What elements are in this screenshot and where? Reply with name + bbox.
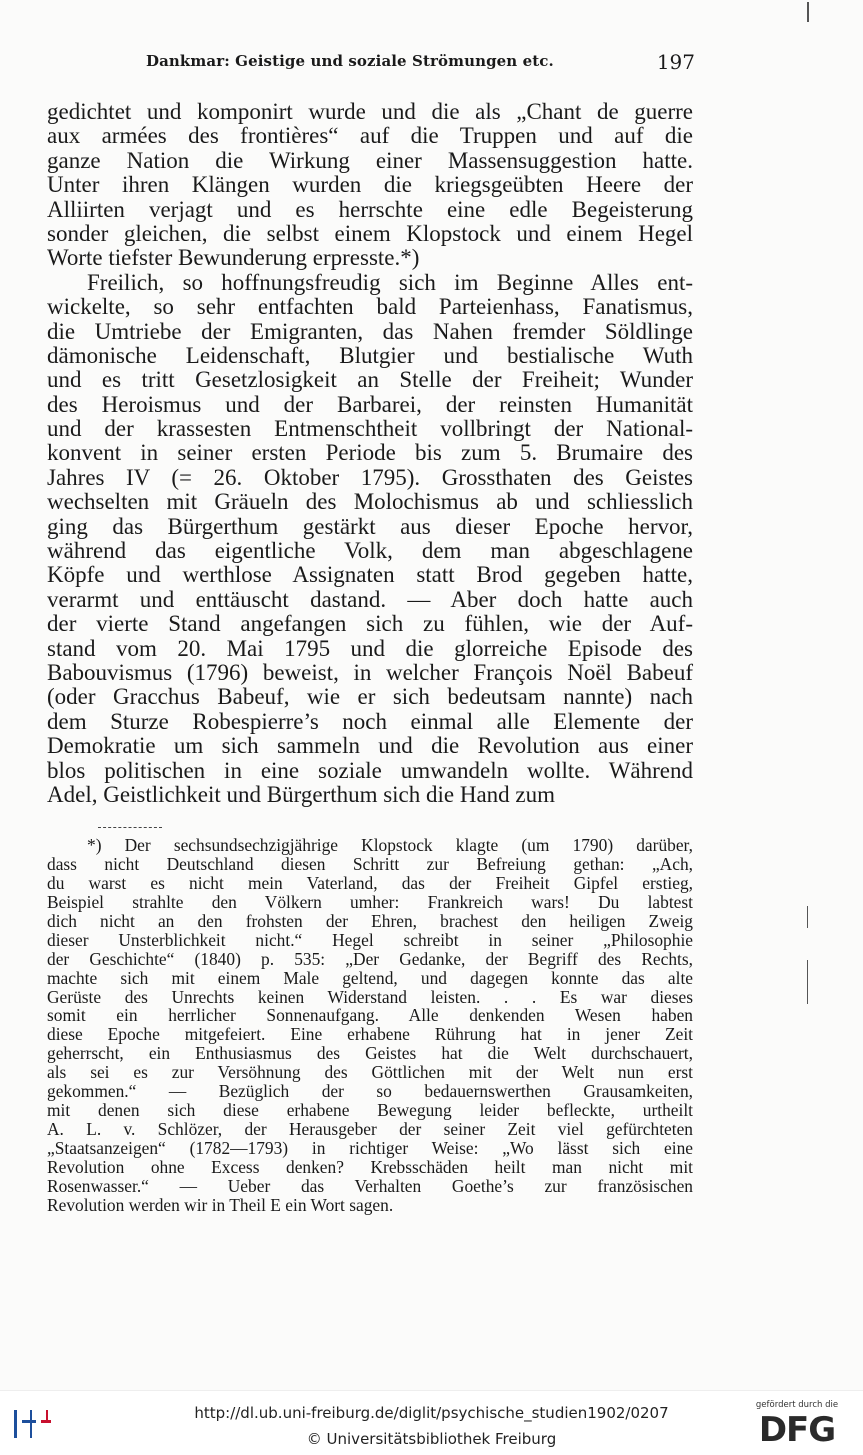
footnote-line: Gerüste des Unrechts keinen Widerstand leisten. . . Es war dieses [47,986,693,1007]
dfg-logo: DFG [758,1410,836,1450]
footnote-separator [98,827,162,828]
text-line: während das eigentliche Volk, dem man abgeschlagene [47,538,693,564]
footnote-line: mit denen sich diese erhabene Bewegung leider befleckte, urtheilt [47,1100,693,1121]
text-line: und es tritt Gesetzlosigkeit an Stelle der Freiheit; Wunder [47,367,693,393]
footnote-line: „Staatsanzeigen“ (1782—1793) in richtiger Weise: „Wo lässt sich eine [47,1138,693,1158]
text-line: (oder Gracchus Babeuf, wie er sich bedeutsam nannte) nach [47,684,693,710]
text-line: Alliirten verjagt und es herrschte eine edle Begeisterung [47,196,693,222]
text-line: ging das Bürgerthum gestärkt aus dieser Epoche hervor, [47,513,693,539]
footnote-line: Revolution ohne Excess denken? Krebsschäden heilt man nicht mit [47,1156,693,1177]
footnote-line: *) Der sechsundsechzigjährige Klopstock klagte (um 1790) darüber, [87,835,693,855]
text-line: blos politischen in eine soziale umwandeln wollte. Während [47,757,693,783]
footnote-line: dass nicht Deutschland diesen Schritt zur Befreiung gethan: „Ach, [47,853,693,874]
text-line: Köpfe und werthlose Assignaten statt Brod gegeben hatte, [47,562,693,588]
source-url-link[interactable]: http://dl.ub.uni-freiburg.de/diglit/psychische_studien1902/0207 [194,1404,669,1422]
text-line: gedichtet und komponirt wurde und die als „Chant de guerre [47,99,693,124]
main-text [47,100,693,807]
scan-edge-mark [807,906,808,928]
text-line: Babouvismus (1796) beweist, in welcher François Noël Babeuf [47,659,693,685]
footnote-line: du warst es nicht mein Vaterland, das der Freiheit Gipfel erstieg, [47,872,693,893]
footnote-line: dich nicht an den frohsten der Ehren, brachest den heiligen Zweig [47,910,693,931]
text-line: Adel, Geistlichkeit und Bürgerthum sich die Hand zum [47,781,556,807]
text-line: Demokratie um sich sammeln und die Revolution aus einer [47,733,693,759]
text-line: Worte tiefster Bewunderung erpresste.*) [47,245,420,271]
footnote-line: A. L. v. Schlözer, der Herausgeber der seiner Zeit viel gefürchteten [47,1119,693,1140]
text-line: aux armées des frontières“ auf die Truppen und auf die [47,123,693,149]
text-line: sonder gleichen, die selbst einem Klopstock und einem Hegel [47,220,693,246]
footnote [47,836,693,1215]
footnote-line: somit ein herrlicher Sonnenaufgang. Alle denkenden Wesen haben [47,1005,693,1026]
text-line: der vierte Stand angefangen sich zu fühlen, wie der Auf- [47,611,693,637]
text-line: des Heroismus und der Barbarei, der reinsten Humanität [47,391,693,417]
footnote-line: geherrscht, ein Enthusiasmus des Geistes hat die Welt durchschauert, [47,1043,693,1064]
text-line: Freilich, so hoffnungsfreudig sich im Beginne Alles ent- [87,269,693,295]
scan-edge-mark [807,2,809,22]
text-line: stand vom 20. Mai 1795 und die glorreiche Episode des [47,635,693,661]
copyright-notice: © Universitätsbibliothek Freiburg [306,1430,557,1448]
text-line: wickelte, so sehr entfachten bald Parteienhass, Fanatismus, [47,294,693,320]
footnote-line: Revolution werden wir in Theil E ein Wort sagen. [47,1194,394,1215]
footnote-line: gekommen.“ — Bezüglich der so bedauernswerthen Grausamkeiten, [47,1081,693,1102]
dfg-tagline: gefördert durch die [755,1400,839,1410]
scan-edge-mark [807,960,808,1004]
text-line: und der krassesten Entmenschtheit vollbringt der National- [47,416,693,442]
text-line: dem Sturze Robespierre’s noch einmal alle Elemente der [47,708,693,734]
footnote-line: dieser Unsterblichkeit nicht.“ Hegel schreibt in seiner „Philosophie [47,929,693,950]
running-title: Dankmar: Geistige und soziale Strömungen etc. [146,52,554,70]
footnote-line: Rosenwasser.“ — Ueber das Verhalten Goethe’s zur französischen [47,1175,693,1196]
footnote-line: machte sich mit einem Male geltend, und dagegen konnte das alte [47,967,693,988]
footnote-line: der Geschichte“ (1840) p. 535: „Der Gedanke, der Begriff des Rechts, [47,948,693,969]
text-line: Unter ihren Klängen wurden die kriegsgeübten Heere der [47,172,693,198]
page-number: 197 [656,50,695,74]
text-line: die Umtriebe der Emigranten, das Nahen fremder Söldlinge [47,318,693,344]
footnote-line: Beispiel strahlte den Völkern umher: Frankreich wars! Du labtest [47,891,693,912]
text-line: ganze Nation die Wirkung einer Massensuggestion hatte. [47,147,693,173]
text-line: verarmt und enttäuscht dastand. — Aber doch hatte auch [47,586,693,612]
footnote-line: diese Epoche mitgefeiert. Eine erhabene Rührung hat in jener Zeit [47,1024,693,1045]
text-line: wechselten mit Gräueln des Molochismus ab und schliesslich [47,489,693,515]
text-line: dämonische Leidenschaft, Blutgier und bestialische Wuth [47,342,693,368]
footnote-line: als sei es zur Versöhnung des Göttlichen mit der Welt nun erst [47,1062,693,1083]
text-line: konvent in seiner ersten Periode bis zum 5. Brumaire des [47,440,693,466]
text-line: Jahres IV (= 26. Oktober 1795). Grossthaten des Geistes [47,464,693,490]
